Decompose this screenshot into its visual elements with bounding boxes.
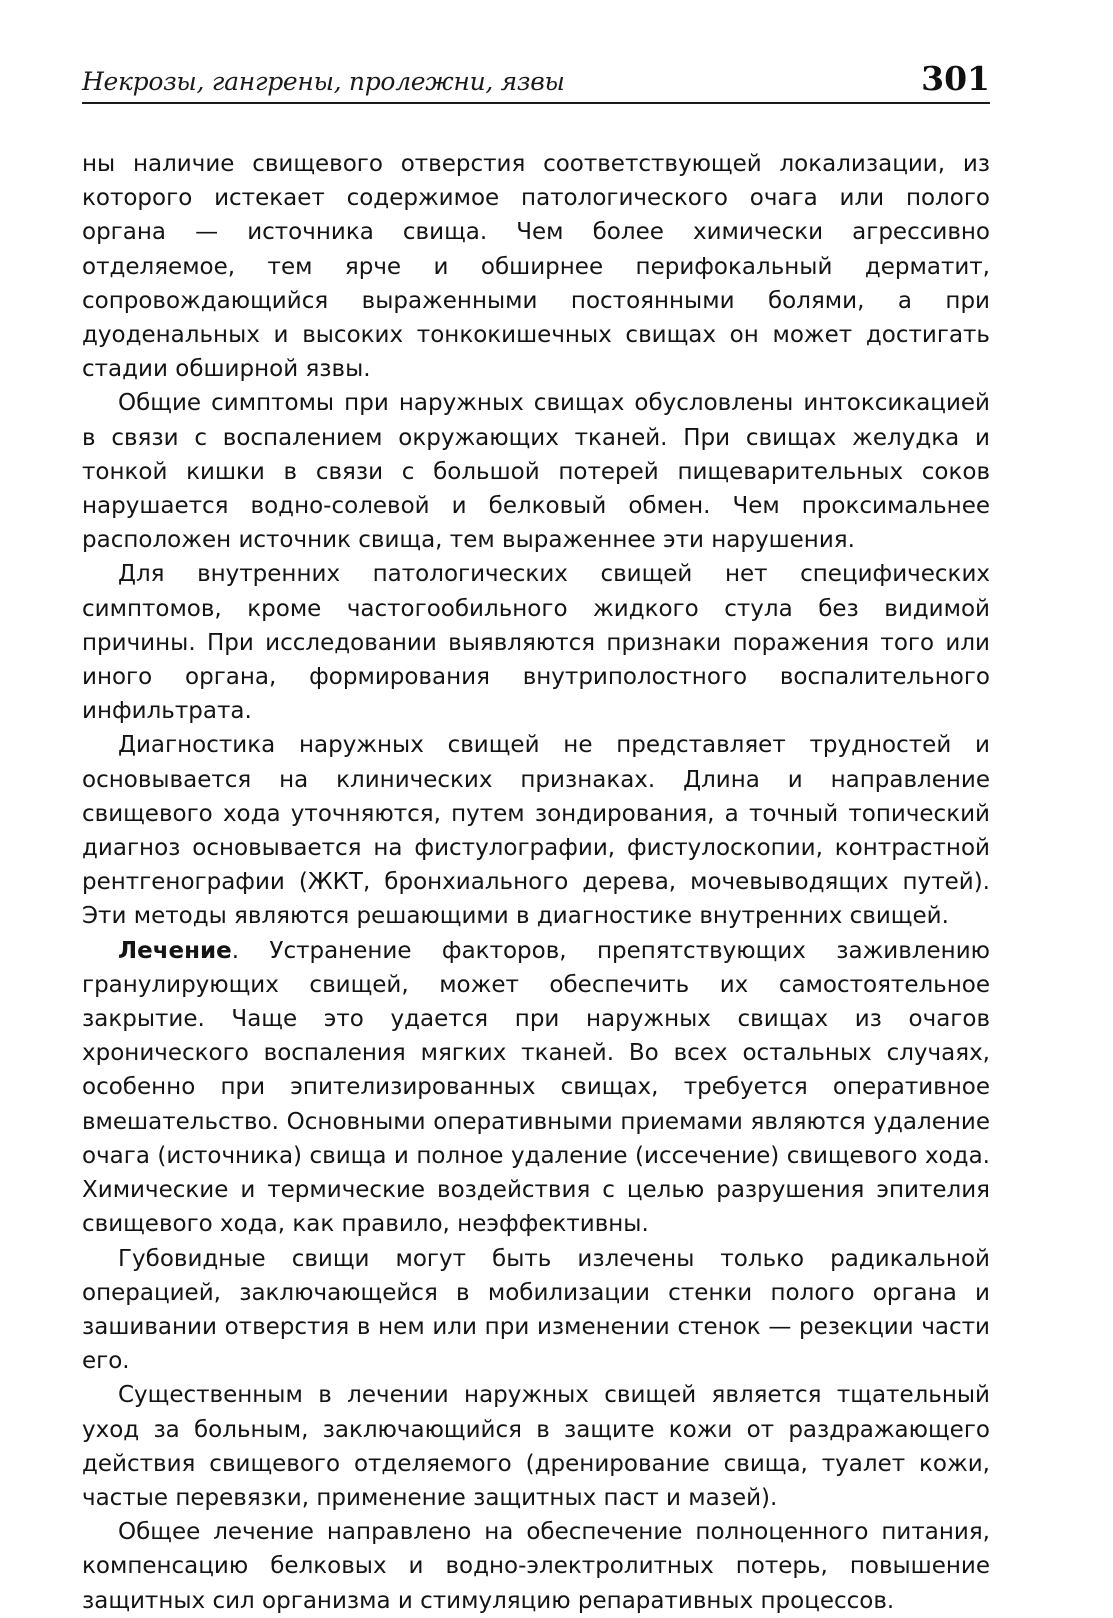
paragraph-text: Диагностика наружных свищей не представляет трудностей и основывается на клинических признаках. Длина и направление свищевого хода уточняются, путем зондирования, а точный топический диагноз основывается на фистулографии, фистулоскопии, контрастной рентгенографии (ЖКТ, бронхиального дерева, мочевыводящих путей). Эти методы являются решающими в диагностике внутренних свищей.: [82, 732, 990, 930]
paragraph-treatment: [82, 934, 990, 1242]
page-number: 301: [921, 59, 990, 98]
paragraph-text: . Устранение факторов, препятствующих заживлению гранулирующих свищей, может обеспечить их самостоятельное закрытие. Чаще это удается при наружных свищах из очагов хронического воспаления мягких тканей. Во всех остальных случаях, особенно при эпителизированных свищах, требуется оперативное вмешательство. Основными оперативными приемами являются удаление очага (источника) свища и полное удаление (иссечение) свищевого хода. Химические и термические воздействия с целью разрушения эпителия свищевого хода, как правило, неэффективны.: [82, 937, 990, 1238]
body-text: [82, 147, 990, 1618]
paragraph: [82, 1515, 990, 1618]
paragraph-text: Общее лечение направлено на обеспечение полноценного питания, компенсацию белковых и водно-электролитных потерь, повышение защитных сил организма и стимуляцию репаративных процессов.: [82, 1519, 990, 1614]
paragraph-text: Для внутренних патологических свищей нет специфических симптомов, кроме частогообильного жидкого стула без видимой причины. При исследовании выявляются признаки поражения того или иного органа, формирования внутриполостного воспалительного инфильтрата.: [82, 561, 990, 725]
paragraph: [82, 728, 990, 933]
paragraph: [82, 147, 990, 386]
paragraph-text: Губовидные свищи могут быть излечены только радикальной операцией, заключающейся в мобилизации стенки полого органа и зашивании отверстия в нем или при изменении стенок — резекции части его.: [82, 1245, 990, 1375]
paragraph-text: ны наличие свищевого отверстия соответствующей локализации, из которого истекает содержимое патологического очага или полого органа — источника свища. Чем более химически агрессивно отделяемое, тем ярче и обширнее перифокальный дерматит, сопровождающийся выраженными постоянными болями, а при дуоденальных и высоких тонкокишечных свищах он может достигать стадии обширной язвы.: [82, 151, 990, 383]
paragraph: [82, 386, 990, 557]
paragraph: [82, 1242, 990, 1379]
paragraph: [82, 1378, 990, 1515]
paragraph: [82, 557, 990, 728]
running-head: Некрозы, гангрены, пролежни, язвы: [82, 67, 565, 96]
page-header: [82, 58, 990, 104]
paragraph-text: Общие симптомы при наружных свищах обусловлены интоксикацией в связи с воспалением окружающих тканей. При свищах желудка и тонкой кишки в связи с большой потерей пищеварительных соков нарушается водно-солевой и белковый обмен. Чем проксимальнее расположен источник свища, тем выраженнее эти нарушения.: [82, 390, 990, 554]
paragraph-text: Существенным в лечении наружных свищей является тщательный уход за больным, заключающийся в защите кожи от раздражающего действия свищевого отделяемого (дренирование свища, туалет кожи, частые перевязки, применение защитных паст и мазей).: [82, 1382, 990, 1511]
run-in-heading: Лечение: [118, 937, 232, 964]
